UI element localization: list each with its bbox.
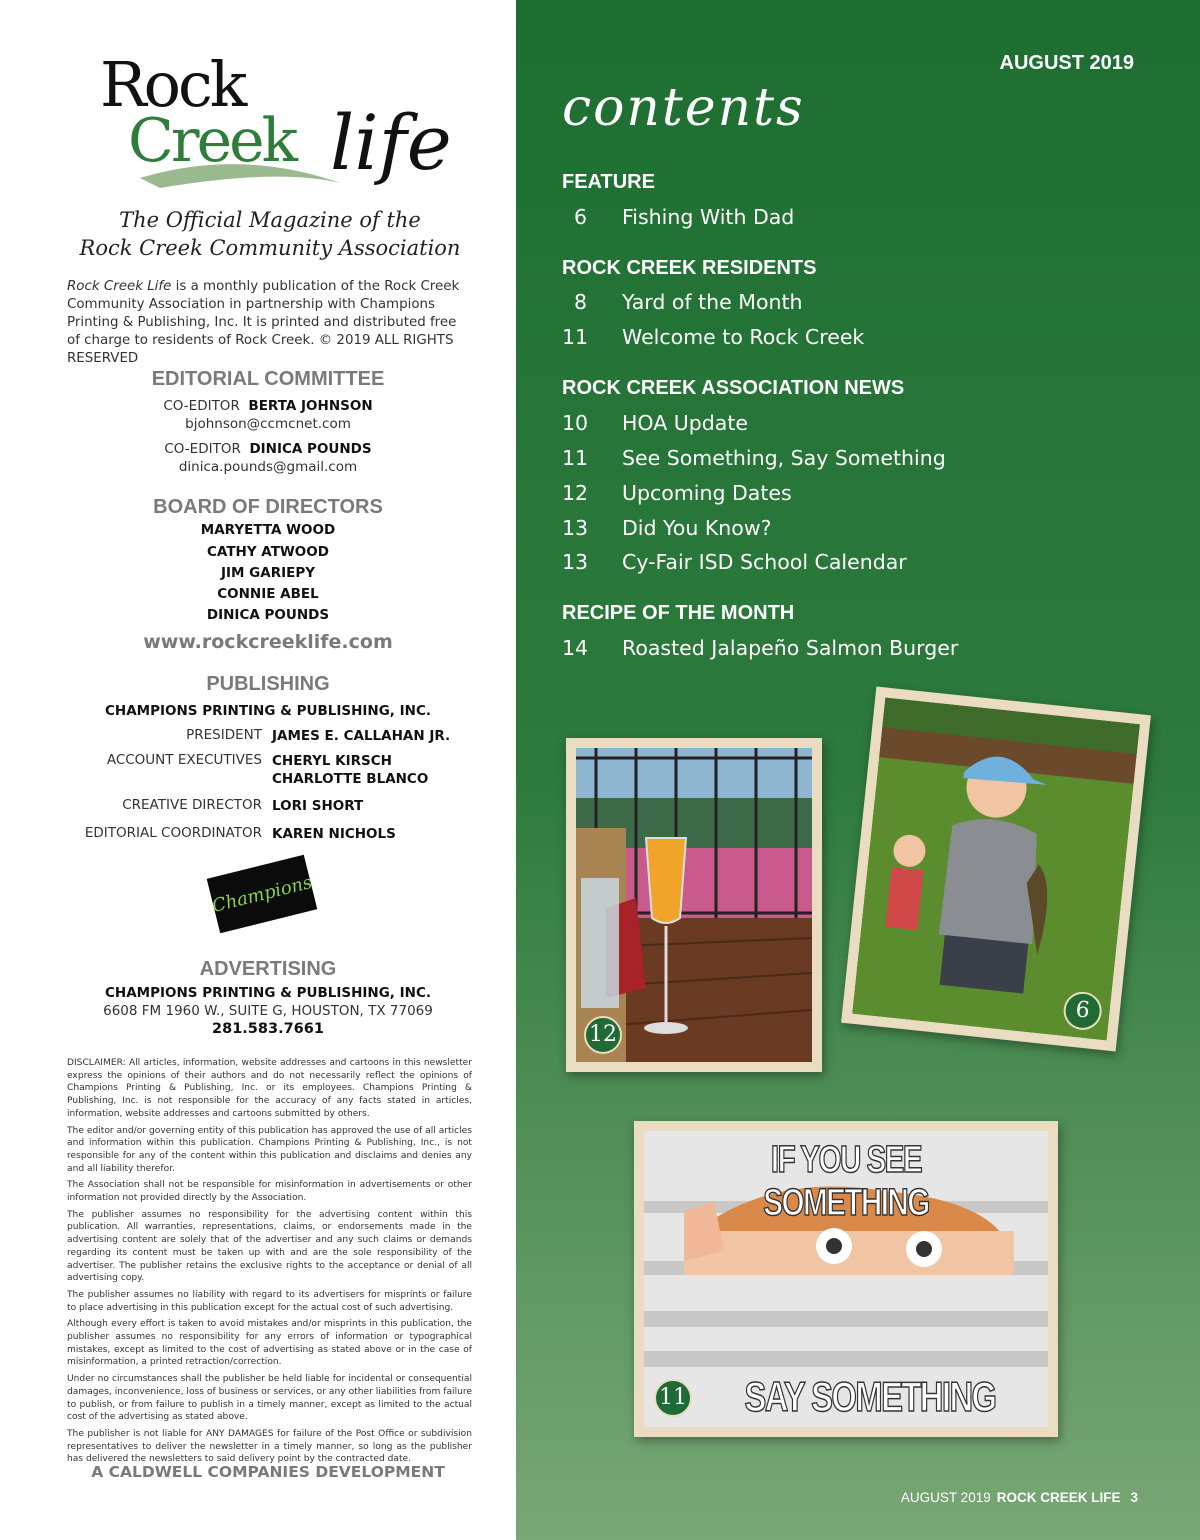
page-badge-6: 6 xyxy=(1062,990,1104,1032)
toc-item[interactable] xyxy=(562,446,1162,470)
tagline-line-2: Rock Creek Community Association xyxy=(79,236,461,260)
see-something-top-text: IF YOU SEE SOMETHING xyxy=(763,1139,929,1224)
disclaimer-paragraph: The publisher is not liable for ANY DAMAGES for failure of the Post Office or subdivision representatives to deliver the newsletter in a timely manner, so long as the publisher has delivered the newsletters to said delivery point by the contracted date. xyxy=(67,1428,472,1465)
toc-title: Yard of the Month xyxy=(622,290,803,314)
toc-item[interactable] xyxy=(562,516,1162,540)
editor-2 xyxy=(0,441,536,457)
toc-title: Upcoming Dates xyxy=(622,481,792,505)
see-something-image xyxy=(644,1131,1048,1427)
toc-item[interactable] xyxy=(562,290,1162,314)
role-label: CREATIVE DIRECTOR xyxy=(122,797,262,813)
board-member: CATHY ATWOOD xyxy=(207,544,329,560)
toc-item[interactable] xyxy=(562,636,1162,660)
toc-page: 10 xyxy=(562,411,589,435)
see-something-photo[interactable] xyxy=(634,1121,1058,1437)
logo-life: life xyxy=(330,98,452,187)
fishing-illustration xyxy=(852,697,1140,1040)
page-badge-12: 12 xyxy=(584,1016,622,1054)
account-exec-2: CHARLOTTE BLANCO xyxy=(272,771,429,787)
role-value: LORI SHORT xyxy=(272,798,364,814)
toc-item[interactable] xyxy=(562,325,1162,349)
toc-page: 6 xyxy=(574,205,588,229)
role-value xyxy=(272,752,428,788)
toc-page: 14 xyxy=(562,636,589,660)
role-value: JAMES E. CALLAHAN JR. xyxy=(272,728,451,744)
tagline-line-1: The Official Magazine of the xyxy=(119,208,421,232)
toc-section-heading: RECIPE OF THE MONTH xyxy=(562,602,795,624)
toc-section-heading: ROCK CREEK ASSOCIATION NEWS xyxy=(562,377,905,399)
toc-item[interactable] xyxy=(562,550,1162,574)
editor-1-name: BERTA JOHNSON xyxy=(248,398,373,414)
account-exec-1: CHERYL KIRSCH xyxy=(272,753,392,769)
caldwell-credit: A CALDWELL COMPANIES DEVELOPMENT xyxy=(91,1463,445,1481)
disclaimer-paragraph: Although every effort is taken to avoid mistakes and/or misprints in this publication, the publisher assumes no responsibility for any errors of information or typographical mistakes, except as limited to the cost of advertising as stated above or in the case of misinformation, a printed retraction/correction. xyxy=(67,1319,472,1368)
toc-title: HOA Update xyxy=(622,411,748,435)
publishing-heading: PUBLISHING xyxy=(206,673,330,695)
board-member: MARYETTA WOOD xyxy=(200,522,336,538)
champions-logo-text: Champions xyxy=(209,871,315,917)
toc-section-heading: FEATURE xyxy=(562,171,655,193)
logo-rock: Rock xyxy=(100,48,245,121)
disclaimer-paragraph: DISCLAIMER: All articles, information, website addresses and cartoons in this newsletter express the opinions of their authors and do not necessarily reflect the opinions of Champions Printing & Publishing, Inc. or its employees. Champions Printing & Publishing, Inc. is not responsible for the accuracy of any facts stated in articles, information, website addresses and cartoons submitted by others. xyxy=(67,1058,472,1119)
editor-2-name: DINICA POUNDS xyxy=(249,441,372,457)
disclaimer-paragraph: The publisher assumes no responsibility for the advertising content within this publication. All warranties, representations, claims, or endorsements made in the advertising content are solely that of the advertiser and any such claims or demands regarding its content must be taken up with and are the sole responsibility of the advertiser. The publisher retains the exclusive rights to the acceptance or denial of all advertising copy. xyxy=(67,1209,472,1284)
board-heading: BOARD OF DIRECTORS xyxy=(153,496,383,518)
editor-2-email[interactable]: dinica.pounds@gmail.com xyxy=(178,459,358,475)
drinks-illustration xyxy=(576,748,812,1062)
issue-date: AUGUST 2019 xyxy=(999,52,1134,74)
advertising-address: 6608 FM 1960 W., SUITE G, HOUSTON, TX 77069 xyxy=(103,1003,433,1019)
disclaimer-paragraph: The Association shall not be responsible for misinformation in advertisements or other information not provided directly by the Association. xyxy=(67,1180,472,1204)
logo-creek: Creek xyxy=(128,106,295,176)
editor-1-role: CO-EDITOR xyxy=(163,398,240,414)
board-member: CONNIE ABEL xyxy=(217,586,319,602)
disclaimer-paragraph: The editor and/or governing entity of this publication has approved the use of all articles and information within this publication. Champions Printing & Publishing, Inc., is not responsible for any of the content within this publication and disclaims and denies any and all liability therefor. xyxy=(67,1125,472,1174)
toc-page: 13 xyxy=(562,516,589,540)
disclaimer xyxy=(67,1057,472,1470)
editorial-heading: EDITORIAL COMMITTEE xyxy=(151,368,385,390)
advertising-company: CHAMPIONS PRINTING & PUBLISHING, INC. xyxy=(105,985,431,1001)
see-something-bottom-text: SAY SOMETHING xyxy=(744,1373,996,1420)
disclaimer-paragraph: The publisher assumes no liability with regard to its advertisers for misprints or failure to place advertising in this publication except for the actual cost of such advertising. xyxy=(67,1289,472,1313)
editor-1 xyxy=(0,398,536,414)
toc-section-heading: ROCK CREEK RESIDENTS xyxy=(562,257,817,279)
role-value: KAREN NICHOLS xyxy=(272,826,396,842)
board-member: JIM GARIEPY xyxy=(220,565,316,581)
footer-magazine: ROCK CREEK LIFE xyxy=(996,1490,1121,1505)
role-label: ACCOUNT EXECUTIVES xyxy=(106,752,262,768)
tagline xyxy=(50,206,490,262)
editor-1-email[interactable]: bjohnson@ccmcnet.com xyxy=(185,416,351,432)
drinks-photo[interactable] xyxy=(566,738,822,1072)
footer-date: AUGUST 2019 xyxy=(900,1490,991,1505)
toc-page: 12 xyxy=(562,481,589,505)
masthead-column xyxy=(0,0,516,1540)
toc-page: 13 xyxy=(562,550,589,574)
intro-pub-name: Rock Creek Life xyxy=(67,279,172,294)
rock-creek-life-logo xyxy=(100,48,470,198)
toc-title: Roasted Jalapeño Salmon Burger xyxy=(622,636,959,660)
fishing-photo-image xyxy=(852,697,1140,1040)
board-member: DINICA POUNDS xyxy=(206,607,330,623)
toc-page: 11 xyxy=(562,325,589,349)
toc-item[interactable] xyxy=(562,481,1162,505)
advertising-heading: ADVERTISING xyxy=(199,958,337,980)
toc-title: See Something, Say Something xyxy=(622,446,946,470)
toc-page: 8 xyxy=(574,290,588,314)
champions-logo xyxy=(207,855,318,934)
toc-page: 11 xyxy=(562,446,589,470)
role-label: EDITORIAL COORDINATOR xyxy=(84,825,262,841)
page-badge-11: 11 xyxy=(654,1379,692,1417)
toc-title: Did You Know? xyxy=(622,516,772,540)
contents-title: contents xyxy=(562,78,805,138)
page-footer xyxy=(901,1490,1138,1505)
advertising-phone[interactable]: 281.583.7661 xyxy=(212,1021,324,1037)
intro-text: is a monthly publication of the Rock Creek Community Association in partnership with Champions Printing & Publishing, Inc. It is printed and distributed free of charge to residents of Rock Creek. © 2019 ALL RIGHTS RESERVED xyxy=(67,279,460,366)
website-link[interactable]: www.rockcreeklife.com xyxy=(143,631,393,653)
toc-title: Cy-Fair ISD School Calendar xyxy=(622,550,907,574)
toc-title: Welcome to Rock Creek xyxy=(622,325,865,349)
fishing-photo[interactable] xyxy=(841,687,1151,1052)
toc-item[interactable] xyxy=(562,205,1162,229)
contents-column xyxy=(516,0,1200,1540)
disclaimer-paragraph: Under no circumstances shall the publisher be held liable for incidental or consequential damages, inconvenience, loss of business or services, or any other liabilities from failure to publish, or from failure to publish in a timely manner, except as limited to the actual cost of the advertising as stated above. xyxy=(67,1374,472,1423)
drinks-photo-image xyxy=(576,748,812,1062)
intro-paragraph xyxy=(67,278,467,368)
footer-page-number: 3 xyxy=(1130,1490,1138,1505)
role-label: PRESIDENT xyxy=(186,727,262,743)
editor-2-role: CO-EDITOR xyxy=(164,441,241,457)
toc-item[interactable] xyxy=(562,411,1162,435)
publishing-company: CHAMPIONS PRINTING & PUBLISHING, INC. xyxy=(105,703,431,719)
toc-title: Fishing With Dad xyxy=(622,205,795,229)
